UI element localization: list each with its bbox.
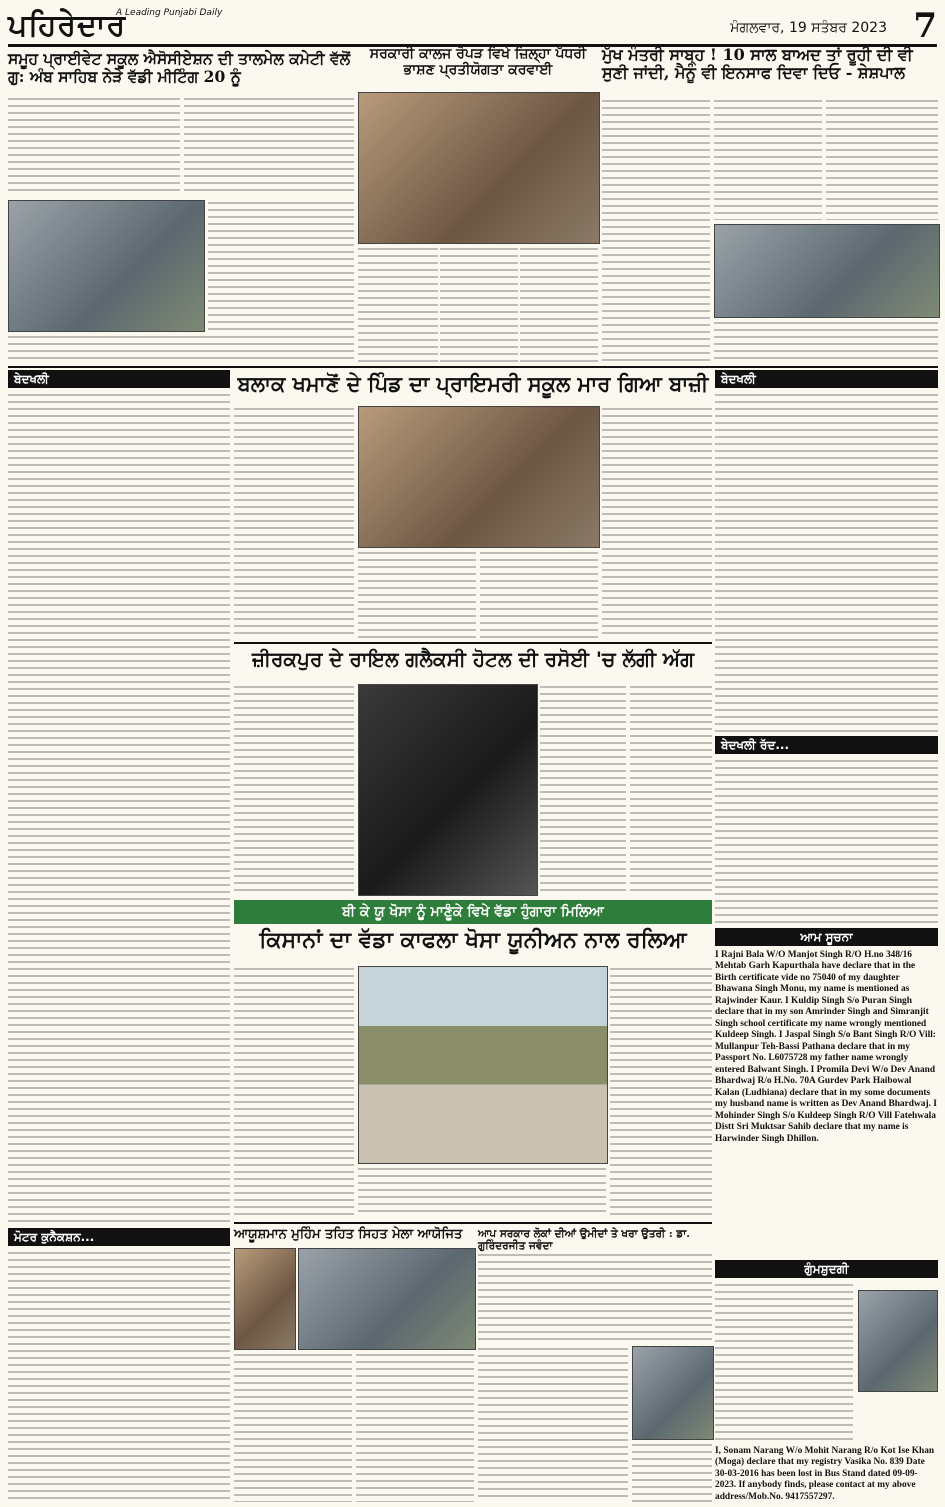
gumshudgi-notice: I, Sonam Narang W/o Mohit Narang R/o Kot Ise Khan (Moga) declare that my registry Vasika No. 839 Date 30-03-2016 has been lost in Bus Stand dated 09-09-2023. If anybody finds, please contact at my above address/Mob.No. 9417557297. [715,1446,935,1502]
health-camp-photo [234,1248,296,1350]
body-text [234,966,354,1216]
masthead [8,6,937,47]
body-text [630,684,712,894]
section-gumshudgi: ਗੁੰਮਸ਼ੁਦਗੀ [715,1260,938,1278]
bku-strap: ਬੀ ਕੇ ਯੂ ਖੋਸਾ ਨੂੰ ਮਾਣੂੰਕੇ ਵਿਖੇ ਵੱਡਾ ਹੁੰਗਾਰਾ ਮਿਲਿਆ [234,900,712,924]
body-text [520,246,598,362]
notices-text [715,392,938,732]
page-number: 7 [913,6,937,46]
headline-ropar: ਸਰਕਾਰੀ ਕਾਲਜ ਰੋਪੜ ਵਿਖੇ ਜ਼ਿਲ੍ਹਾ ਪੱਧਰੀ ਭਾਸ਼ਣ ਪ੍ਰਤੀਯੋਗਤਾ ਕਰਵਾਈ [369,46,587,79]
farmers-gathering-photo [358,966,608,1164]
body-text [234,684,354,894]
body-text [358,550,476,638]
press-conference-photo [714,224,940,318]
health-camp-photo-2 [298,1248,476,1350]
body-text [356,1352,474,1502]
body-text [714,98,822,220]
section-bedakhli-rad: ਬੇਦਖਲੀ ਰੱਦ... [715,736,938,754]
section-bedakhli-left: ਬੇਦਖਲੀ [8,370,230,388]
body-text [358,1166,606,1216]
body-text [208,200,354,330]
body-text [358,246,438,362]
body-text [826,98,938,220]
body-text [632,1442,712,1502]
newspaper-logo: ਪਹਿਰੇਦਾਰ [8,8,127,43]
headline-school-baji: ਬਲਾਕ ਖਮਾਣੋਂ ਦੇ ਪਿੰਡ ਦਾ ਪ੍ਰਾਇਮਰੀ ਸਕੂਲ ਮਾਰ ਗਿਆ ਬਾਜ਼ੀ [237,371,709,396]
students-photo [358,406,600,548]
divider [8,366,938,368]
body-text [480,550,598,638]
portrait-photo [632,1346,714,1440]
body-text [540,684,626,894]
body-text [8,96,180,196]
body-text [440,246,518,362]
section-motor: ਮੋਟਰ ਕੁਨੈਕਸ਼ਨ... [8,1228,230,1246]
section-aam-suchna: ਆਮ ਸੂਚਨਾ [715,928,938,946]
event-photo [358,92,600,244]
fire-damage-photo [358,684,538,896]
notices-text [8,392,230,1224]
body-text [234,406,354,638]
section-bedakhli-right: ਬੇਦਖਲੀ [715,370,938,388]
person-photo [858,1290,938,1392]
body-text [610,966,712,1216]
divider [234,642,712,644]
notices-text [8,1250,230,1500]
headline-school-assoc: ਸਮੂਹ ਪ੍ਰਾਈਵੇਟ ਸਕੂਲ ਐਸੋਸੀਏਸ਼ਨ ਦੀ ਤਾਲਮੇਲ ਕਮੇਟੀ ਵੱਲੋਂ ਗੁ: ਅੰਬ ਸਾਹਿਬ ਨੇੜੇ ਵੱਡੀ ਮੀਟਿੰਗ 20 ਨੂੰ [8,49,351,86]
body-text [478,1346,628,1502]
dateline: ਮੰਗਲਵਾਰ, 19 ਸਤੰਬਰ 2023 [730,20,887,36]
headline-bku: ਕਿਸਾਨਾਂ ਦਾ ਵੱਡਾ ਕਾਫਲਾ ਖੋਸਾ ਯੂਨੀਅਨ ਨਾਲ ਰਲਿਆ [259,927,687,953]
group-photo [8,200,205,332]
tagline: A Leading Punjabi Daily [116,8,223,18]
headline-aap: ਆਪ ਸਰਕਾਰ ਲੋਕਾਂ ਦੀਆਂ ਉਮੀਦਾਂ ਤੇ ਖਰਾ ਉਤਰੀ : ਡਾ. ਗੁਰਿੰਦਰਜੀਤ ਜਵੰਦਾ [478,1228,690,1253]
body-text [714,320,938,362]
body-text [602,406,712,638]
body-text [478,1252,712,1342]
divider [234,1222,712,1224]
headline-fire: ਜ਼ੀਰਕਪੁਰ ਦੇ ਰਾਇਲ ਗਲੈਕਸੀ ਹੋਟਲ ਦੀ ਰਸੋਈ 'ਚ ਲੱਗੀ ਅੱਗ [251,647,695,671]
body-text [602,98,710,362]
headline-ayushman: ਆਯੂਸ਼ਮਾਨ ਮੁਹਿੰਮ ਤਹਿਤ ਸਿਹਤ ਮੇਲਾ ਆਯੋਜਿਤ [234,1227,463,1242]
body-text [184,96,354,196]
body-text [234,1352,352,1502]
body-text [8,334,354,362]
headline-cm: ਮੁੱਖ ਮੰਤਰੀ ਸਾਬ੍ਹ ! 10 ਸਾਲ ਬਾਅਦ ਤਾਂ ਰੂਹੀ ਦੀ ਵੀ ਸੁਣੀ ਜਾਂਦੀ, ਮੈਨੂੰ ਵੀ ਇਨਸਾਫ ਦਿਵਾ ਦਿਓ - ਸ਼ੇਸ਼ਪਾਲ [602,45,913,83]
notices-text [715,758,938,926]
notices-text [715,1282,853,1442]
aam-suchna-notices: I Rajni Bala W/O Manjot Singh R/O H.no 348/16 Mehtab Garh Kapurthala have declare that in the Birth certificate vide no 75040 of my daughter Bhawana Singh Monu, my name is mentioned as Rajwinder Kaur. I Kuldip Singh S/o Puran Singh declare that in my son Amrinder Singh and Simranjit Singh school certificate my name wrongly mentioned Kuldeep Singh. I Jaspal Singh S/o Bant Singh R/O Vill: Mullanpur Teh-Bassi Pathana declare that in my Passport No. L6075728 my father name wrongly entered Balwant Singh. I Promila Devi W/o Dev Anand Bhardwaj R/o H.No. 70A Gurdev Park Haibowal Kalan (Ludhiana) declare that in my some documents my husband name is written as Dev Anand Bhardwaj. I Mohinder Singh S/o Kuldeep Singh R/O Vill Fatehwala Distt Sri Muktsar Sahib declare that my name is Harwinder Singh Dhillon. [715,950,937,1144]
